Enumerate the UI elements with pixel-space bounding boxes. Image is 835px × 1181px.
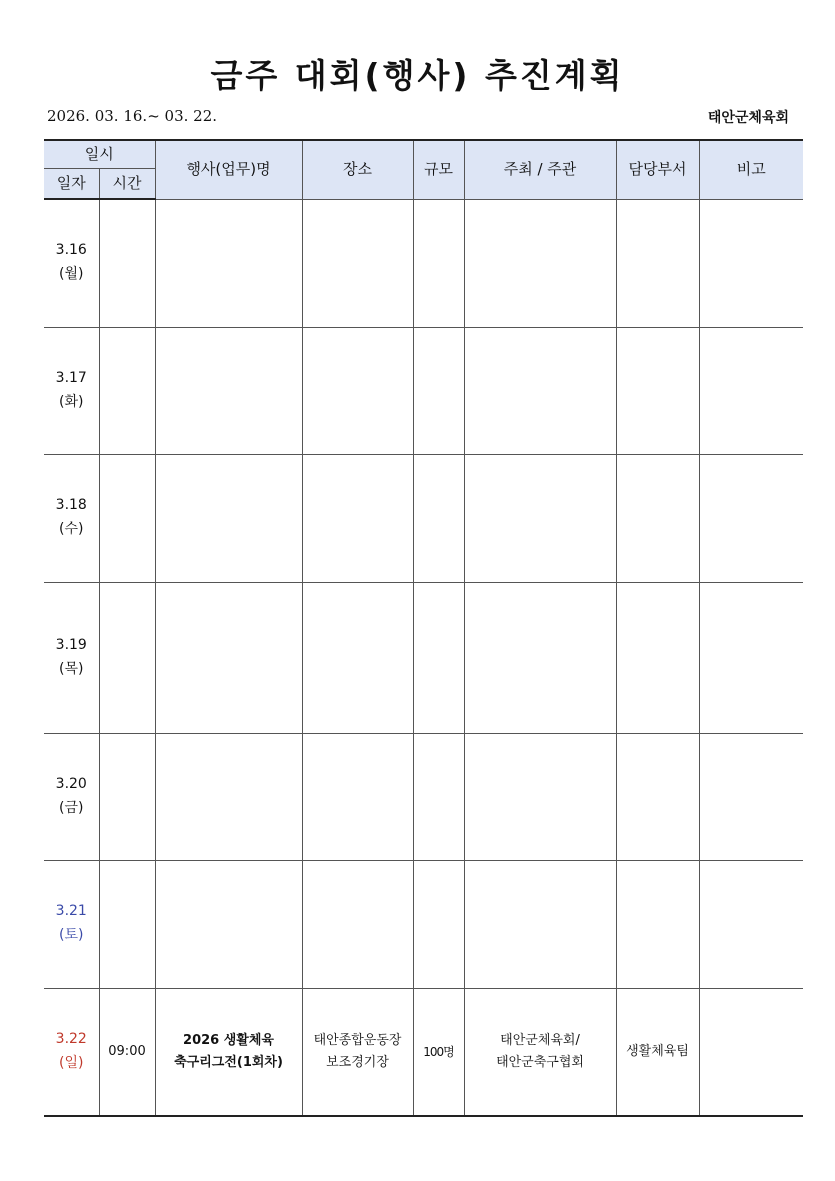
host-line: 태안군축구협회 [496,1054,584,1070]
event-cell [155,327,302,454]
time-cell: 09:00 [99,988,155,1116]
host-cell [464,582,616,733]
date-cell [44,733,99,860]
page-title: 금주 대회(행사) 추진계획 [210,56,625,95]
place-cell [302,988,413,1116]
date-text: 3.17 [55,369,87,386]
event-name-line: 2026 생활체육 [183,1032,274,1048]
event-cell [155,454,302,582]
date-cell [44,199,99,327]
weekday-text: (월) [59,266,84,283]
place-cell [302,454,413,582]
note-cell [699,199,803,327]
date-text: 3.16 [55,242,87,259]
event-cell [155,988,302,1116]
header-host: 주최 / 주관 [464,140,616,199]
dept-cell [616,582,699,733]
weekday-text: (금) [59,799,84,816]
dept-cell [616,860,699,988]
time-cell [99,199,155,327]
date-text: 3.18 [55,497,87,514]
scale-cell [413,860,464,988]
dept-cell [616,733,699,860]
date-text: 3.22 [55,1030,87,1047]
dept-cell [616,199,699,327]
header-dept: 담당부서 [616,140,699,199]
weekday-text: (토) [59,927,84,943]
weekday-text: (목) [59,660,84,677]
weekday-text: (수) [59,521,84,537]
table-row [44,582,803,733]
header-note: 비고 [699,140,803,199]
schedule-table [44,139,803,1117]
event-cell [155,860,302,988]
time-cell [99,860,155,988]
time-cell [99,733,155,860]
date-text: 3.20 [55,775,87,792]
date-text: 3.19 [55,636,87,653]
event-cell [155,582,302,733]
scale-cell [413,327,464,454]
table-row [44,454,803,582]
date-cell [44,582,99,733]
host-cell [464,327,616,454]
header-place: 장소 [302,140,413,199]
dept-cell [616,454,699,582]
event-name-line: 축구리그전(1회차) [174,1054,283,1070]
weekday-text: (일) [59,1054,84,1071]
scale-cell [413,454,464,582]
header-date: 일자 [44,168,99,199]
time-cell [99,327,155,454]
place-line: 보조경기장 [326,1054,389,1070]
host-cell [464,454,616,582]
header-time: 시간 [99,168,155,199]
organization-name: 태안군체육회 [707,110,789,126]
place-line: 태안종합운동장 [313,1032,402,1048]
time-cell [99,454,155,582]
host-cell [464,860,616,988]
place-cell [302,582,413,733]
table-row [44,327,803,454]
host-cell [464,733,616,860]
table-row [44,988,803,1116]
note-cell [699,860,803,988]
scale-cell [413,733,464,860]
scale-cell [413,199,464,327]
table-row [44,733,803,860]
table-row [44,860,803,988]
header-event: 행사(업무)명 [155,140,302,199]
note-cell [699,327,803,454]
note-cell [699,454,803,582]
scale-cell: 100명 [413,988,464,1116]
note-cell [699,988,803,1116]
scale-cell [413,582,464,733]
weekday-text: (화) [59,393,84,410]
date-cell [44,988,99,1116]
place-cell [302,733,413,860]
time-cell [99,582,155,733]
host-cell [464,988,616,1116]
event-cell [155,199,302,327]
note-cell [699,582,803,733]
place-cell [302,327,413,454]
host-cell [464,199,616,327]
date-cell [44,860,99,988]
dept-cell [616,327,699,454]
date-cell [44,327,99,454]
place-cell [302,860,413,988]
date-text: 3.21 [55,903,87,920]
event-cell [155,733,302,860]
header-scale: 규모 [413,140,464,199]
schedule-period: 2026. 03. 16.~ 03. 22. [47,107,218,125]
header-datetime: 일시 [44,140,155,168]
date-cell [44,454,99,582]
note-cell [699,733,803,860]
dept-cell: 생활체육팀 [616,988,699,1116]
host-line: 태안군체육회/ [500,1032,580,1048]
table-row [44,199,803,327]
place-cell [302,199,413,327]
